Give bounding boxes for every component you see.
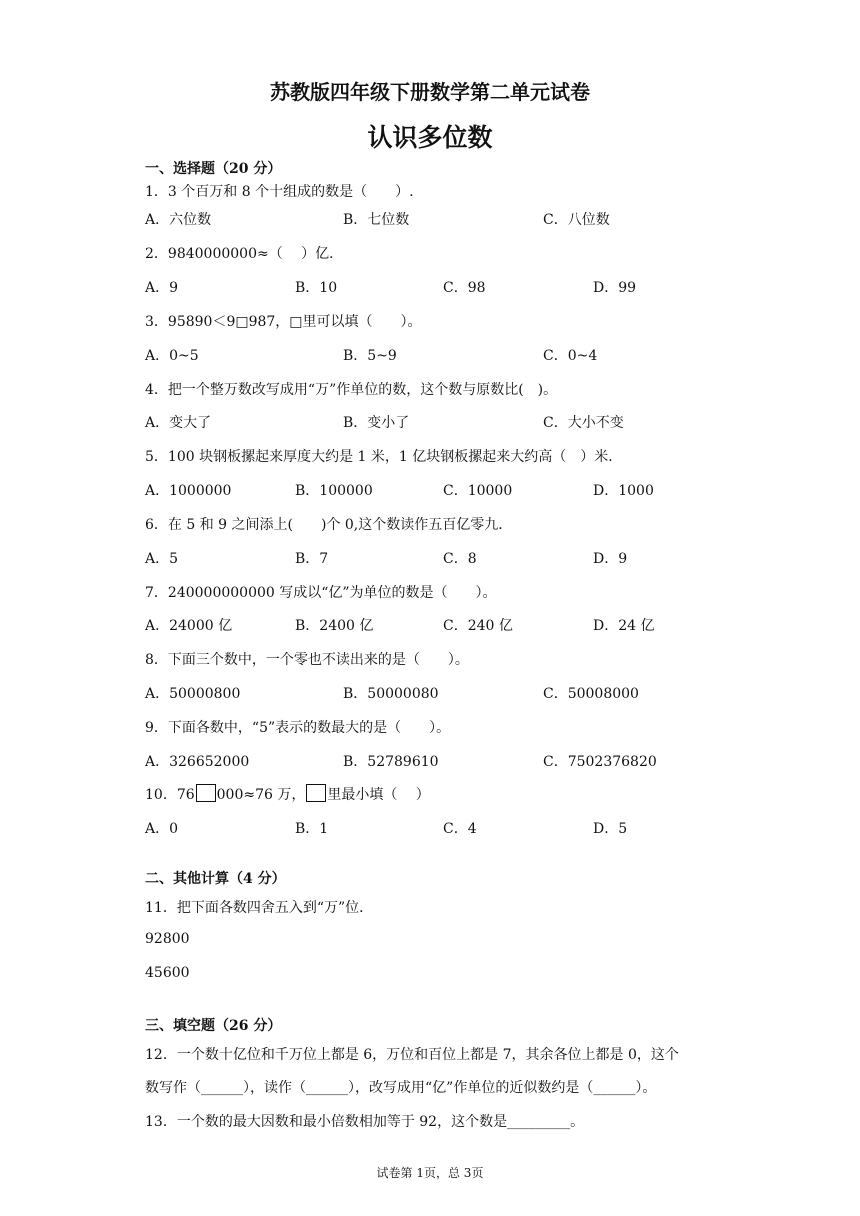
question-10-middle: 000≈76 万， [216,787,306,803]
question-8-options [145,683,745,703]
option: B．七位数 [343,212,410,228]
answer-box [196,784,216,802]
option: D．1000 [593,483,654,499]
option: D．99 [593,280,637,296]
question-2-options [145,277,745,297]
option: C．大小不变 [543,415,624,431]
exam-title: 苏教版四年级下册数学第二单元试卷 [270,80,590,104]
option: A．326652000 [145,754,250,770]
option: B．52789610 [343,754,439,770]
option: C．50008000 [543,686,639,702]
question-4-options [145,412,745,432]
option: D．24 亿 [593,618,655,634]
question-7-options [145,615,745,635]
question-10 [145,784,430,804]
question-1: 1．3 个百万和 8 个十组成的数是（ ）. [145,184,414,200]
option: A．变大了 [145,415,212,431]
option: B．2400 亿 [295,618,374,634]
option: B．5~9 [343,348,397,364]
exam-subtitle: 认识多位数 [367,123,493,152]
question-11-item: 92800 [145,931,190,947]
option: C．10000 [443,483,513,499]
question-10-options [145,818,745,838]
option: A．9 [145,280,179,296]
question-3-options [145,345,745,365]
answer-box [306,784,326,802]
option: A．5 [145,551,179,567]
question-11-item: 45600 [145,965,190,981]
option: C．7502376820 [543,754,657,770]
option: B．100000 [295,483,373,499]
option: A．六位数 [145,212,212,228]
section-heading-calculation: 二、其他计算（4 分） [145,871,286,887]
section-heading-choice: 一、选择题（20 分） [145,161,282,177]
question-5: 5．100 块钢板摞起来厚度大约是 1 米，1 亿块钢板摞起来大约高（ ）米． [145,449,623,465]
option: C．8 [443,551,477,567]
option: B．7 [295,551,329,567]
option: C．240 亿 [443,618,513,634]
option: C．98 [443,280,486,296]
question-6: 6．在 5 和 9 之间添上( )个 0,这个数读作五百亿零九． [145,517,513,533]
question-12-line-2: 数写作（______），读作（______），改写成用“亿”作单位的近似数约是（______）。 [145,1080,657,1096]
section-heading-fill-blank: 三、填空题（26 分） [145,1018,282,1034]
question-5-options [145,480,745,500]
question-12-line-1: 12．一个数十亿位和千万位上都是 6，万位和百位上都是 7，其余各位上都是 0，这个 [145,1047,679,1063]
option: B．10 [295,280,338,296]
option: B．变小了 [343,415,410,431]
question-1-options [145,209,745,229]
option: B．50000080 [343,686,439,702]
option: D．9 [593,551,628,567]
option: A．1000000 [145,483,232,499]
question-9: 9．下面各数中，“5”表示的数最大的是（ ）。 [145,720,451,736]
question-10-prefix: 10．76 [145,787,195,803]
question-9-options [145,751,745,771]
option: A．50000800 [145,686,241,702]
question-8: 8．下面三个数中，一个零也不读出来的是（ ）。 [145,652,469,668]
question-4: 4．把一个整万数改写成用“万”作单位的数，这个数与原数比( )。 [145,382,558,398]
option: D．5 [593,821,628,837]
question-10-suffix: 里最小填（ ） [327,787,430,803]
option: C．八位数 [543,212,610,228]
question-2: 2．9840000000≈（ ）亿． [145,246,344,262]
page-footer: 试卷第 1页，总 3页 [376,1166,484,1180]
option: B．1 [295,821,329,837]
question-3: 3．95890＜9□987，□里可以填（ ）。 [145,314,422,330]
question-13: 13．一个数的最大因数和最小倍数相加等于 92，这个数是_________。 [145,1114,585,1130]
option: C．0~4 [543,348,598,364]
question-11: 11．把下面各数四舍五入到“万”位． [145,900,374,916]
option: A．0~5 [145,348,199,364]
option: A．24000 亿 [145,618,233,634]
option: A．0 [145,821,179,837]
question-6-options [145,548,745,568]
option: C．4 [443,821,477,837]
question-7: 7．240000000000 写成以“亿”为单位的数是（ ）。 [145,585,497,601]
